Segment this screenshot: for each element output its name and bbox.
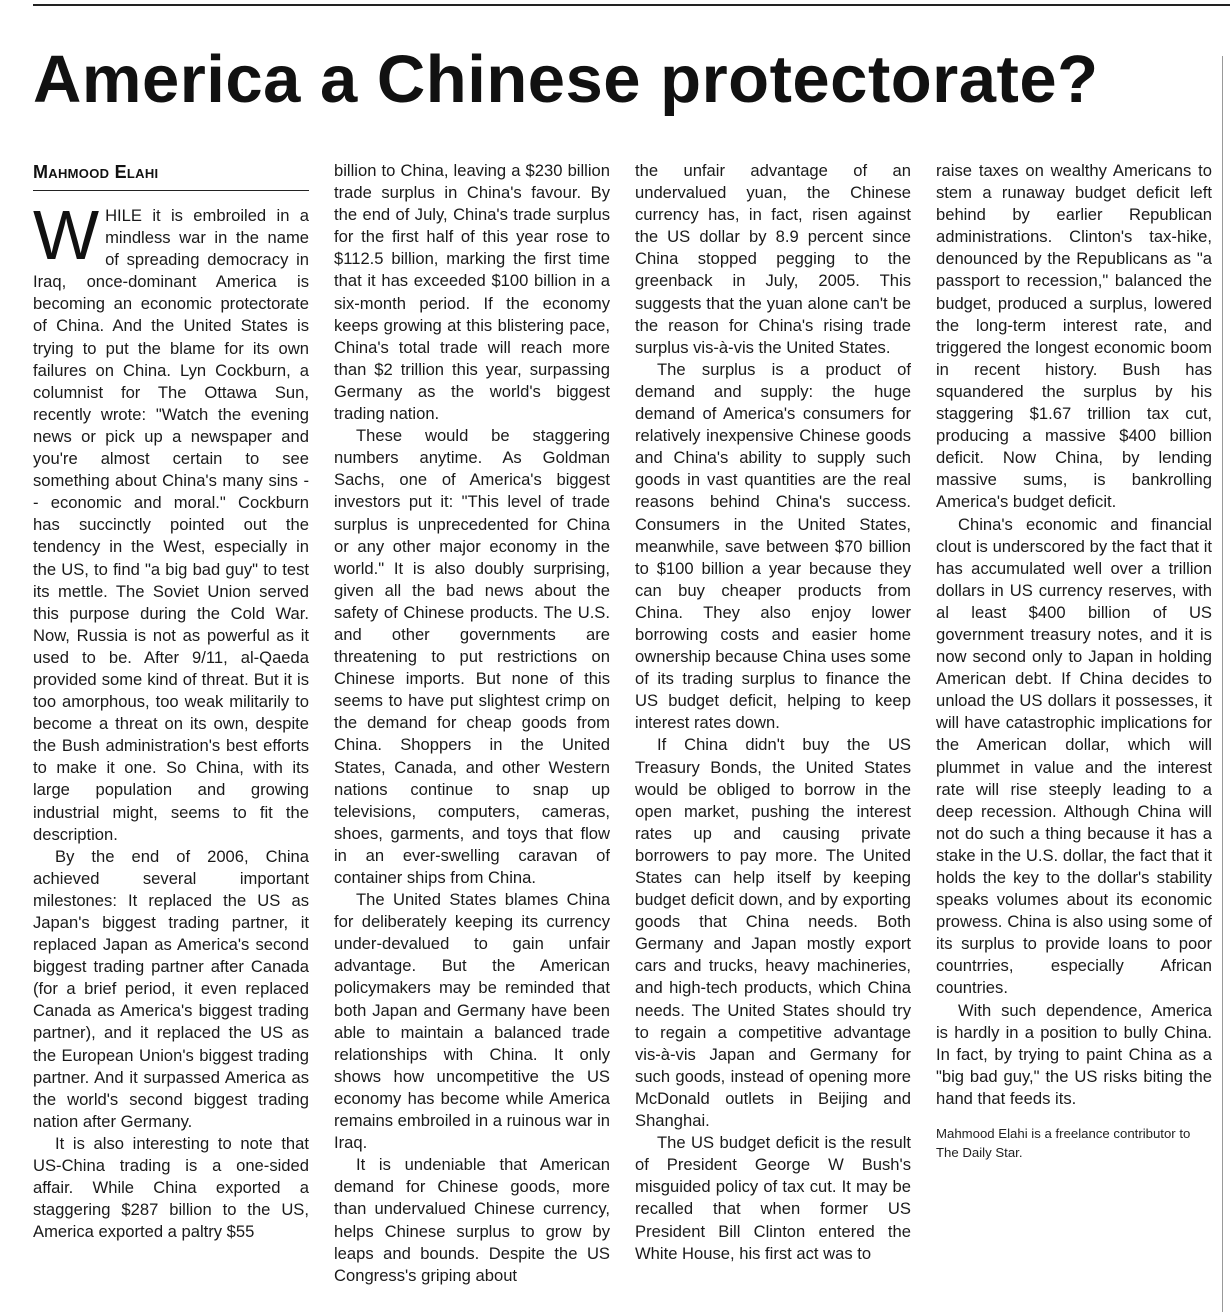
paragraph-continued: raise taxes on wealthy Americans to stem a runaway budget deficit left behind by earlier Republican administrations. Clinton's tax-hike, denounced by the Republicans as "a passport to recession," balanced the budget, produced a surplus, lowered the long-term interest rate, and triggered the longest economic boom in recent history. Bush has squandered the surplus by his staggering $1.67 trillion tax cut, producing a massive $400 billion deficit. Now China, by lending massive sums, is bankrolling America's budget deficit. xyxy=(936,161,1212,512)
paragraph: By the end of 2006, China achieved several important milestones: It replaced the US as Japan's biggest trading partner, it replaced Japan as America's second biggest trading partner after Canada (for a brief period, it even replaced Canada as America's biggest trading partner), and it replaced the US as the European Union's biggest trading partner. And it surpassed America as the world's second biggest trading nation after Germany. xyxy=(33,846,309,1131)
headline: America a Chinese protectorate? xyxy=(33,42,1099,117)
right-rule xyxy=(1222,56,1223,1312)
paragraph: The United States blames China for deliberately keeping its currency under-devalued to gain unfair advantage. But the American policymakers may be reminded that both Japan and Germany have been able to maintain a balanced trade relationships with China. It only shows how uncompetitive the US economy has become while America remains embroiled in a ruinous war in Iraq. xyxy=(334,890,610,1153)
column-4 xyxy=(936,160,1212,1300)
intro-paragraph xyxy=(33,196,309,846)
dropcap: W xyxy=(33,196,100,274)
intro-text: HILE it is embroiled in a mindless war in the name of spreading democracy in Iraq, once-dominant America is becoming an economic protectorate of China. And the United States is trying to put the blame for its own failures on China. Lyn Cockburn, a columnist for The Ottawa Sun, recently wrote: "Watch the evening news or pick up a newspaper and you're almost certain to see something about China's many sins -- economic and moral." Cockburn has succinctly pointed out the tendency in the West, especially in the US, to find "a big bad guy" to test its mettle. The Soviet Union served this purpose during the Cold War. Now, Russia is not as powerful as it used to be. After 9/11, al-Qaeda provided some kind of threat. But it is too amorphous, too weak militarily to become a threat on its own, despite the Bush administration's best efforts to make it one. So China, with its large population and growing industrial might, seems to fit the description. xyxy=(33,206,309,844)
paragraph: With such dependence, America is hardly in a position to bully China. In fact, by trying to paint China as a "big bad guy," the US risks biting the hand that feeds its. xyxy=(936,1000,1212,1108)
paragraph: These would be staggering numbers anytime. As Goldman Sachs, one of America's biggest investors put it: "This level of trade surplus is unprecedented for China or any other major economy in the world." It is also doubly surprising, given all the bad news about the safety of Chinese products. The U.S. and other governments are threatening to put restrictions on Chinese imports. But none of this seems to have put slightest crimp on the demand for cheap goods from China. Shoppers in the United States, Canada, and other Western nations continue to snap up televisions, computers, cameras, shoes, garments, and toys that flow in an ever-swelling caravan of container ships from China. xyxy=(334,426,610,887)
paragraph: China's economic and financial clout is underscored by the fact that it has accumulated well over a trillion dollars in US currency reserves, with al least $400 billion of US government treasury notes, and it is now second only to Japan in holding American debt. If China decides to unload the US dollars it possesses, it will have catastrophic implications for the American dollar, which will plummet in value and the interest rate will rise steeply leading to a deep recession. Although China will not do such a thing because it has a stake in the U.S. dollar, the fact that it holds the key to the dollar's stability speaks volumes about its economic prowess. China is also using some of its surplus to provide loans to poor countrries, especially African countries. xyxy=(936,514,1212,998)
paragraph-continued: billion to China, leaving a $230 billion trade surplus in China's favour. By the end of July, China's trade surplus for the first half of this year rose to $112.5 billion, marking the first time that it has exceeded $100 billion in a six-month period. If the economy keeps growing at this blistering pace, China's total trade will reach more than $2 trillion this year, surpassing Germany as the world's biggest trading nation. xyxy=(334,161,610,424)
column-2 xyxy=(334,160,610,1300)
top-rule xyxy=(33,4,1230,6)
byline: Mahmood Elahi xyxy=(33,160,309,191)
paragraph: It is undeniable that American demand for Chinese goods, more than undervalued Chinese currency, helps Chinese surplus to grow by leaps and bounds. Despite the US Congress's griping about xyxy=(334,1155,610,1285)
paragraph: The US budget deficit is the result of President George W Bush's misguided policy of tax cut. It may be recalled that when former US President Bill Clinton entered the White House, his first act was to xyxy=(635,1133,911,1263)
column-1 xyxy=(33,160,309,1300)
column-3 xyxy=(635,160,911,1300)
paragraph: It is also interesting to note that US-China trading is a one-sided affair. While China exported a staggering $287 billion to the US, America exported a paltry $55 xyxy=(33,1133,309,1242)
paragraph: The surplus is a product of demand and supply: the huge demand of America's consumers for relatively inexpensive Chinese goods and China's ability to supply such goods in vast quantities are the real reasons behind China's success. Consumers in the United States, meanwhile, save between $70 billion to $100 billion a year because they can buy cheaper products from China. They also enjoy lower borrowing costs and easier home ownership because China uses some of its trading surplus to finance the US budget deficit, helping to keep interest rates down. xyxy=(635,359,911,733)
paragraph: If China didn't buy the US Treasury Bonds, the United States would be obliged to borrow in the open market, pushing the interest rates up and causing private borrowers to pay more. The United States can help itself by keeping budget deficit down, and by exporting goods that China needs. Both Germany and Japan mostly export cars and trucks, heavy machineries, and high-tech products, which China needs. The United States should try to regain a competitive advantage vis-à-vis Japan and Germany for such goods, instead of opening more McDonald outlets in Beijing and Shanghai. xyxy=(635,735,911,1131)
author-tagline: Mahmood Elahi is a freelance contributor to The Daily Star. xyxy=(936,1126,1191,1161)
paragraph-continued: the unfair advantage of an undervalued yuan, the Chinese currency has, in fact, risen against the US dollar by 8.9 percent since China stopped pegging to the greenback in July, 2005. This suggests that the yuan alone can't be the reason for China's rising trade surplus vis-à-vis the United States. xyxy=(635,161,911,357)
